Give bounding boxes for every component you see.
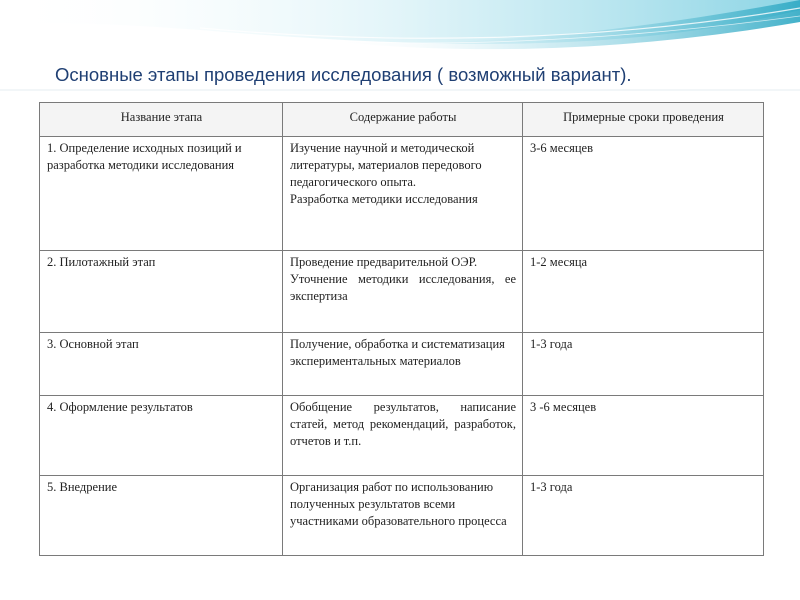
header-work-content: Содержание работы [283,103,523,137]
work-content-line: Уточнение методики исследования, ее экспертиза [290,272,516,303]
work-content-line: Обобщение результатов, написание статей, метод рекомендаций, разработок, отчетов и т.п. [290,400,516,448]
table-row [40,333,764,396]
work-content-cell [283,396,523,476]
stage-name-cell: 2. Пилотажный этап [40,251,283,333]
table-header-row [40,103,764,137]
header-stage-name: Название этапа [40,103,283,137]
duration-cell: 1-3 года [523,476,764,556]
table-row [40,251,764,333]
stage-name-cell: 1. Определение исходных позиций и разработка методики исследования [40,137,283,251]
work-content-line: Организация работ по использованию полученных результатов всеми участниками образовательного процесса [290,480,507,528]
stage-name-cell: 3. Основной этап [40,333,283,396]
work-content-line: Изучение научной и методической литературы, материалов передового педагогического опыта. [290,141,482,189]
table-row [40,396,764,476]
work-content-line: Получение, обработка и систематизация экспериментальных материалов [290,337,505,368]
duration-cell: 1-3 года [523,333,764,396]
duration-cell: 3 -6 месяцев [523,396,764,476]
work-content-cell [283,251,523,333]
stage-name-cell: 5. Внедрение [40,476,283,556]
page-title: Основные этапы проведения исследования ( возможный вариант). [55,64,632,85]
work-content-cell [283,476,523,556]
stages-table [39,102,764,556]
duration-cell: 3-6 месяцев [523,137,764,251]
work-content-line: Проведение предварительной ОЭР. [290,255,478,269]
header-duration: Примерные сроки проведения [523,103,764,137]
table-row [40,137,764,251]
stage-name-cell: 4. Оформление результатов [40,396,283,476]
duration-cell: 1-2 месяца [523,251,764,333]
work-content-cell [283,333,523,396]
work-content-line: Разработка методики исследования [290,192,478,206]
table-row [40,476,764,556]
work-content-cell [283,137,523,251]
